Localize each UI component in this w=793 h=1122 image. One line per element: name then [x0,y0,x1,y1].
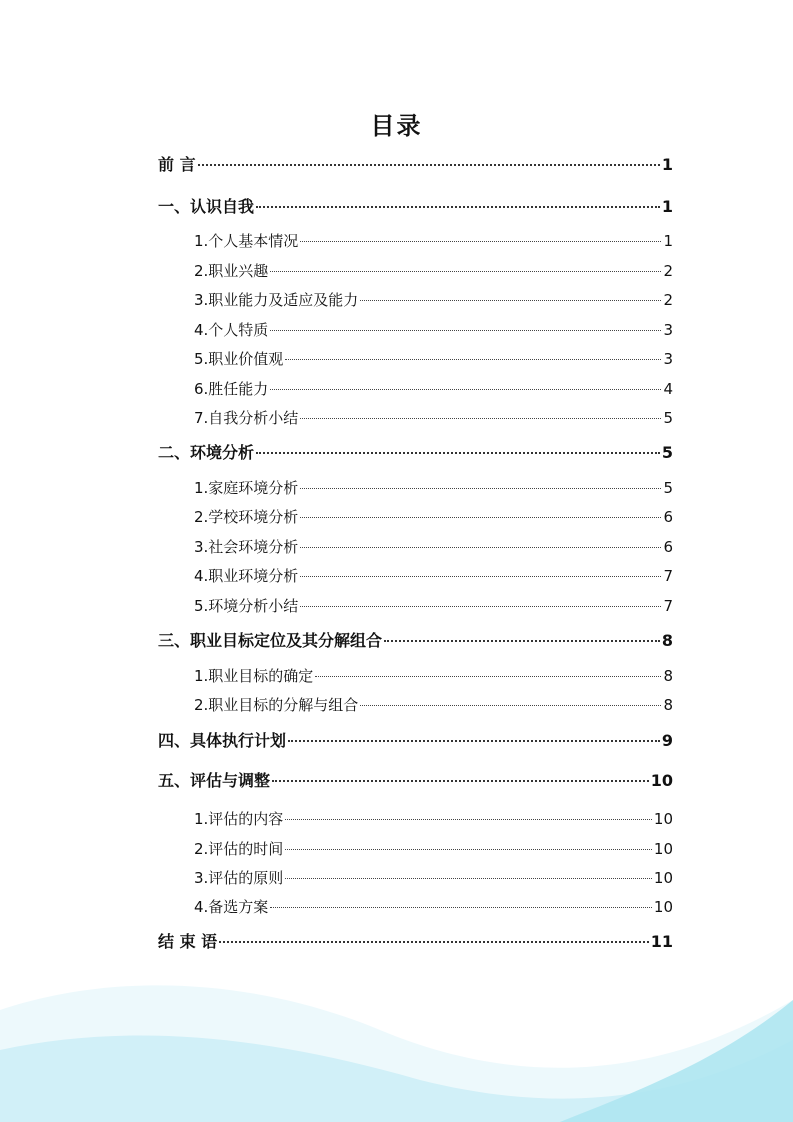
toc-entry-label: 二、环境分析 [158,443,255,462]
toc-entry[interactable] [158,477,673,501]
toc-entry[interactable] [158,407,673,431]
toc-page-number: 5 [663,409,673,427]
toc-entry-label: 3.社会环境分析 [194,538,299,556]
page-title: 目录 [370,112,423,140]
toc-dot-leader [270,389,661,390]
toc-entry-label: 3.评估的原则 [194,869,284,887]
toc-dot-leader [300,606,661,607]
toc-page-number: 3 [663,350,673,368]
toc-page-number: 10 [653,810,673,828]
toc-dot-leader [360,300,661,301]
toc-page-number: 4 [663,380,673,398]
toc-entry-label: 4.职业环境分析 [194,567,299,585]
toc-entry[interactable] [158,348,673,372]
toc-entry[interactable] [158,728,673,752]
toc-dot-leader [360,705,661,706]
toc-page-number: 6 [663,538,673,556]
toc-page-number: 2 [663,262,673,280]
toc-entry-label: 2.学校环境分析 [194,508,299,526]
toc-dot-leader [300,418,661,419]
toc-entry[interactable] [158,694,673,718]
toc-page-number: 10 [653,840,673,858]
toc-entry-label: 三、职业目标定位及其分解组合 [158,631,383,650]
toc-dot-leader [272,780,649,782]
toc-page-number: 10 [650,771,673,790]
toc-dot-leader [285,359,661,360]
toc-page-number: 8 [663,667,673,685]
toc-entry-label: 2.职业目标的分解与组合 [194,696,359,714]
toc-page-number: 10 [653,869,673,887]
toc-entry-label: 1.职业目标的确定 [194,667,314,685]
toc-dot-leader [256,452,660,454]
toc-page-number: 5 [661,443,673,462]
toc-entry-label: 3.职业能力及适应及能力 [194,291,359,309]
toc-entry[interactable] [158,152,673,176]
toc-dot-leader [300,517,661,518]
toc-page-number: 7 [663,597,673,615]
toc-dot-leader [256,206,660,208]
toc-entry[interactable] [158,838,673,862]
toc-page-number: 3 [663,321,673,339]
toc-entry-label: 4.备选方案 [194,898,269,916]
toc-entry[interactable] [158,440,673,464]
toc-page-number: 6 [663,508,673,526]
toc-entry[interactable] [158,808,673,832]
toc-entry[interactable] [158,867,673,891]
toc-dot-leader [270,330,661,331]
toc-dot-leader [300,547,661,548]
toc-page-number: 7 [663,567,673,585]
toc-dot-leader [384,640,660,642]
toc-entry[interactable] [158,896,673,920]
toc-entry[interactable] [158,378,673,402]
toc-entry-label: 1.评估的内容 [194,810,284,828]
toc-entry[interactable] [158,506,673,530]
toc-entry[interactable] [158,230,673,254]
toc-entry[interactable] [158,665,673,689]
toc-entry[interactable] [158,194,673,218]
toc-dot-leader [300,576,661,577]
toc-entry-label: 2.评估的时间 [194,840,284,858]
toc-page-number: 11 [650,932,673,951]
toc-page-number: 1 [663,232,673,250]
toc-entry-label: 五、评估与调整 [158,771,271,790]
toc-page-number: 10 [653,898,673,916]
toc-entry[interactable] [158,319,673,343]
decorative-wave [0,940,793,1122]
toc-entry[interactable] [158,536,673,560]
toc-dot-leader [198,164,660,166]
toc-entry-label: 结 束 语 [158,932,218,951]
toc-page-number: 8 [661,631,673,650]
toc-page-number: 1 [661,155,673,174]
toc-dot-leader [300,488,661,489]
toc-entry-label: 5.环境分析小结 [194,597,299,615]
toc-page-number: 2 [663,291,673,309]
toc-page-number: 5 [663,479,673,497]
toc-page-number: 1 [661,197,673,216]
toc-page-number: 8 [663,696,673,714]
toc-dot-leader [270,907,652,908]
toc-entry-label: 2.职业兴趣 [194,262,269,280]
toc-entry[interactable] [158,289,673,313]
toc-dot-leader [315,676,661,677]
toc-entry-label: 1.家庭环境分析 [194,479,299,497]
toc-page-number: 9 [661,731,673,750]
toc-entry-label: 一、认识自我 [158,197,255,216]
toc-entry[interactable] [158,260,673,284]
toc-dot-leader [270,271,661,272]
toc-dot-leader [285,819,652,820]
toc-entry[interactable] [158,595,673,619]
toc-dot-leader [285,849,652,850]
toc-entry[interactable] [158,768,673,792]
toc-entry[interactable] [158,628,673,652]
toc-entry-label: 7.自我分析小结 [194,409,299,427]
toc-entry-label: 前 言 [158,155,196,174]
toc-dot-leader [285,878,652,879]
toc-entry-label: 1.个人基本情况 [194,232,299,250]
toc-dot-leader [288,740,660,742]
toc-entry[interactable] [158,565,673,589]
toc-dot-leader [300,241,661,242]
toc-entry-label: 5.职业价值观 [194,350,284,368]
toc-entry-label: 4.个人特质 [194,321,269,339]
toc-entry-label: 四、具体执行计划 [158,731,287,750]
toc-entry-label: 6.胜任能力 [194,380,269,398]
